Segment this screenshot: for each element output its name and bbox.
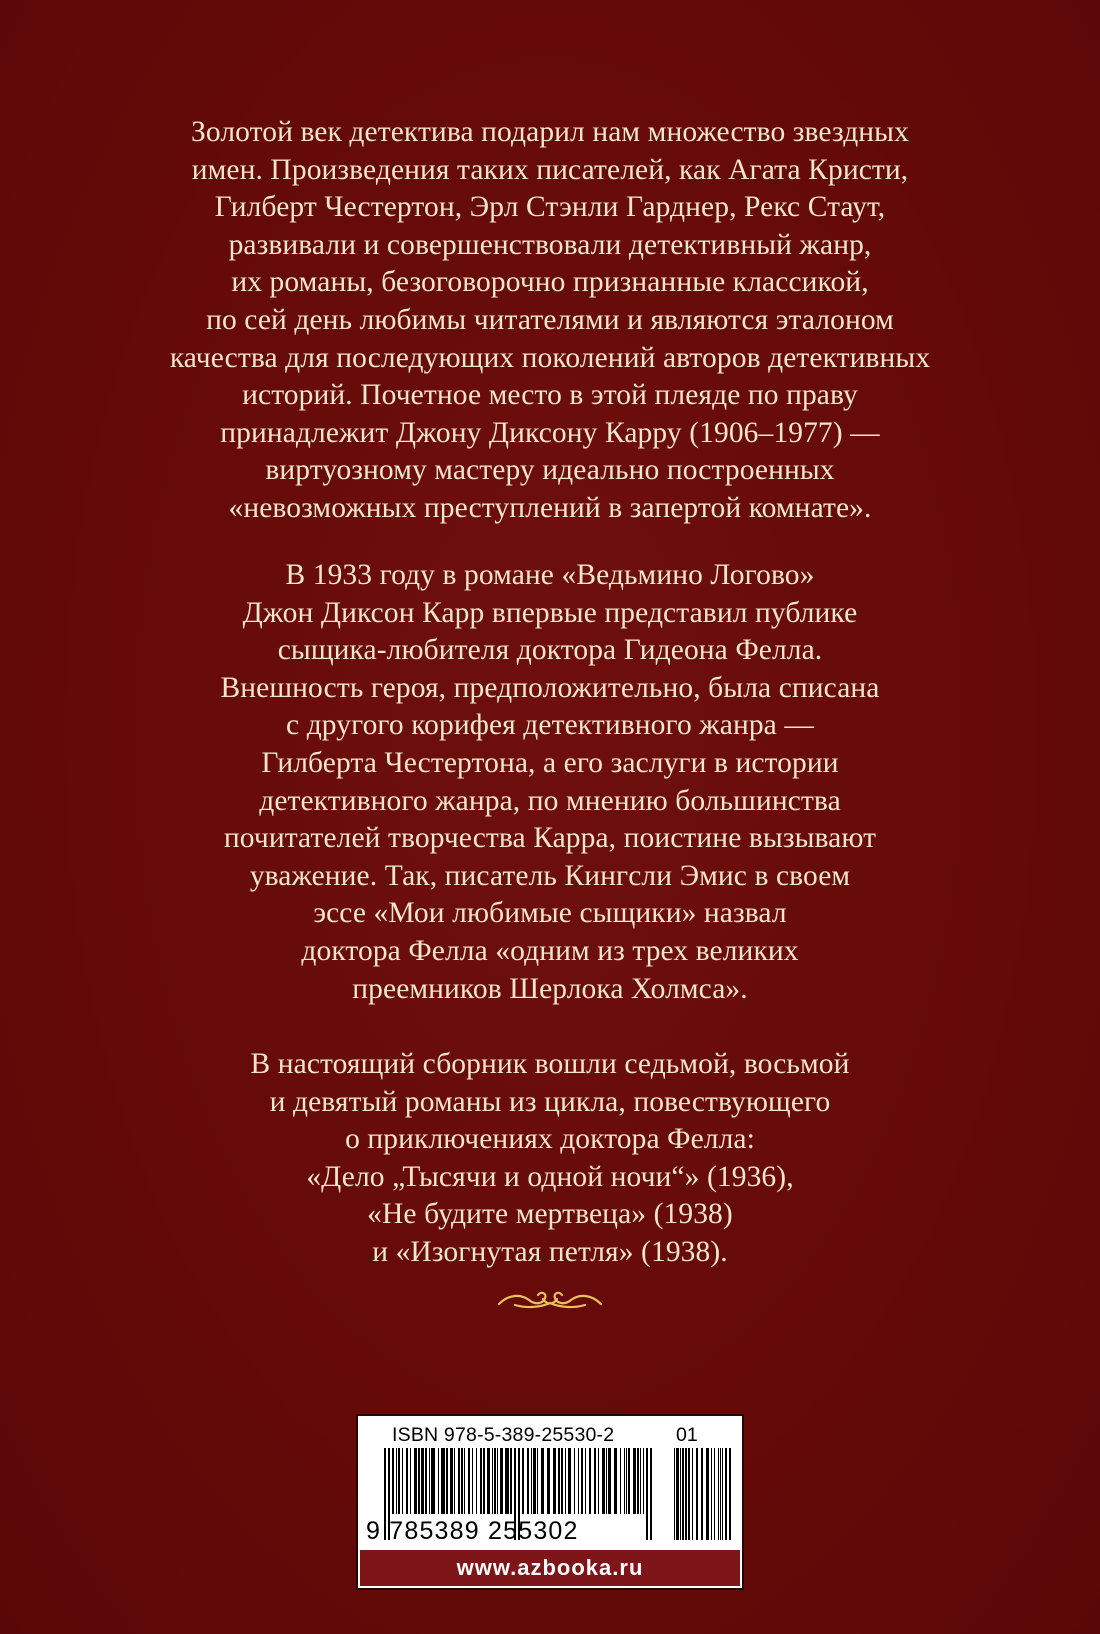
text-line: с другого корифея детективного жанра — bbox=[286, 709, 814, 742]
barcode-bar bbox=[676, 1448, 679, 1540]
barcode-bar bbox=[598, 1448, 599, 1514]
barcode-bar bbox=[594, 1448, 596, 1514]
barcode-bar bbox=[429, 1448, 430, 1514]
barcode-bar bbox=[541, 1448, 544, 1514]
barcode-bar bbox=[680, 1448, 681, 1540]
text-line: качества для последующих поколений авторов детективных bbox=[169, 341, 931, 374]
barcode-bar bbox=[537, 1448, 538, 1514]
barcode-bar bbox=[468, 1448, 470, 1514]
text-line: сыщика-любителя доктора Гидеона Фелла. bbox=[277, 634, 823, 667]
text-line: почитателей творчества Карра, поистине вызывают bbox=[223, 822, 877, 855]
isbn-label: ISBN 978-5-389-25530-2 bbox=[392, 1424, 615, 1446]
barcode-bar bbox=[418, 1448, 420, 1514]
ean-digits: 9 785389 255302 bbox=[366, 1517, 579, 1545]
barcode-bar bbox=[402, 1448, 403, 1514]
barcode-bar bbox=[561, 1448, 563, 1514]
text-line: Джон Диксон Карр впервые представил публике bbox=[242, 596, 858, 629]
text-line: и девятый романы из цикла, повествующего bbox=[269, 1085, 831, 1118]
barcode-bar bbox=[533, 1448, 536, 1514]
barcode-bar bbox=[682, 1448, 684, 1540]
barcode-bar bbox=[628, 1448, 630, 1514]
barcode-bar bbox=[637, 1448, 639, 1514]
text-line: уважение. Так, писатель Кингсли Эмис в своем bbox=[249, 859, 851, 892]
barcode-bar bbox=[565, 1448, 566, 1514]
text-line: «невозможных преступлений в запертой комнате». bbox=[228, 491, 872, 524]
barcode-bar bbox=[614, 1448, 617, 1514]
text-line: «Не будите мертвеца» (1938) bbox=[367, 1198, 733, 1231]
barcode-bar bbox=[450, 1448, 453, 1514]
annotation-paragraph-3 bbox=[90, 1046, 1010, 1272]
text-line: эссе «Мои любимые сыщики» назвал bbox=[313, 897, 787, 930]
text-line: по сей день любимы читателями и являются эталоном bbox=[206, 303, 894, 336]
barcode-bar bbox=[425, 1448, 427, 1514]
barcode-bar bbox=[464, 1448, 465, 1514]
text-line: виртуозному мастеру идеально построенных bbox=[265, 454, 835, 487]
barcode-bar bbox=[688, 1448, 690, 1540]
barcode-bar bbox=[674, 1448, 675, 1540]
barcode-bar bbox=[487, 1448, 490, 1514]
text-line: принадлежит Джону Диксону Карру (1906–1977) — bbox=[220, 416, 880, 449]
barcode-bar bbox=[725, 1448, 727, 1540]
barcode-bar bbox=[568, 1448, 571, 1514]
barcode-bar bbox=[581, 1448, 583, 1514]
text-line: имен. Произведения таких писателей, как Агата Кристи, bbox=[191, 153, 909, 186]
barcode-bar bbox=[480, 1448, 482, 1514]
barcode-bar bbox=[472, 1448, 473, 1514]
text-line: их романы, безоговорочно признанные классикой, bbox=[231, 266, 869, 299]
text-line: «Дело „Тысячи и одной ночи“» (1936), bbox=[306, 1160, 794, 1193]
barcode-bar bbox=[458, 1448, 460, 1514]
barcode-bar bbox=[414, 1448, 417, 1514]
barcode-bar bbox=[531, 1448, 532, 1514]
barcode-bar bbox=[620, 1448, 621, 1514]
text-line: Гилберт Честертон, Эрл Стэнли Гарднер, Рекс Стаут, bbox=[214, 191, 886, 224]
barcode-bar bbox=[406, 1448, 408, 1514]
text-line: Золотой век детектива подарил нам множество звездных bbox=[191, 116, 909, 148]
publisher-url: www.azbooka.ru bbox=[360, 1550, 740, 1586]
flourish-ornament-icon bbox=[495, 1286, 605, 1312]
text-line: преемников Шерлока Холмса». bbox=[352, 972, 748, 1005]
barcode-bar bbox=[718, 1448, 719, 1540]
text-line: детективного жанра, по мнению большинства bbox=[259, 784, 841, 817]
barcode-bar bbox=[685, 1448, 687, 1540]
text-line: В настоящий сборник вошли седьмой, восьмой bbox=[250, 1048, 850, 1080]
barcode-bar bbox=[640, 1448, 641, 1514]
barcode-bar bbox=[706, 1448, 709, 1540]
barcode-bar bbox=[461, 1448, 463, 1514]
text-line: историй. Почетное место в этой плеяде по праву bbox=[242, 379, 858, 412]
barcode-bar bbox=[578, 1448, 579, 1514]
barcode-bar bbox=[492, 1448, 493, 1514]
barcode-bar bbox=[558, 1448, 560, 1514]
barcode-bar bbox=[585, 1448, 586, 1514]
barcode-bar bbox=[602, 1448, 605, 1514]
barcode-bar bbox=[608, 1448, 611, 1514]
barcode-bar bbox=[476, 1448, 477, 1514]
barcode-bar bbox=[522, 1448, 524, 1514]
barcode-bar bbox=[527, 1448, 529, 1514]
text-line: В 1933 году в романе «Ведьмино Логово» bbox=[285, 559, 815, 591]
barcode-bar bbox=[633, 1448, 636, 1514]
barcode-bar bbox=[438, 1448, 439, 1514]
barcode-bar bbox=[421, 1448, 424, 1514]
text-line: и «Изогнутая петля» (1938). bbox=[372, 1235, 728, 1268]
barcode-bar bbox=[446, 1448, 448, 1514]
barcode-bar bbox=[396, 1448, 397, 1514]
barcode-bar bbox=[500, 1448, 503, 1514]
barcode-bar bbox=[574, 1448, 575, 1514]
barcode-bar bbox=[510, 1448, 512, 1514]
barcode-bar bbox=[696, 1448, 698, 1540]
barcode-bar bbox=[692, 1448, 693, 1540]
barcode-bar bbox=[701, 1448, 703, 1540]
barcode-bar bbox=[711, 1448, 712, 1540]
barcode-bar bbox=[722, 1448, 723, 1540]
barcode-bar bbox=[624, 1448, 625, 1514]
barcode-bar bbox=[431, 1448, 435, 1514]
barcode-bar bbox=[606, 1448, 607, 1514]
annotation-paragraph-1 bbox=[90, 114, 1010, 528]
barcode-bar bbox=[626, 1448, 627, 1514]
barcode-bar bbox=[497, 1448, 498, 1514]
text-line: Внешность героя, предположительно, была списана bbox=[220, 671, 880, 704]
barcode-bar bbox=[410, 1448, 411, 1514]
barcode-bar bbox=[454, 1448, 455, 1514]
text-line: развивали и совершенствовали детективный жанр, bbox=[228, 228, 872, 261]
barcode-bar bbox=[441, 1448, 445, 1514]
text-line: о приключениях доктора Фелла: bbox=[345, 1123, 755, 1156]
text-line: Гилберта Честертона, а его заслуги в истории bbox=[261, 746, 839, 779]
barcode-bar bbox=[398, 1448, 400, 1514]
barcode-bar bbox=[392, 1448, 394, 1514]
text-line: доктора Фелла «одним из трех великих bbox=[301, 934, 799, 967]
barcode-bar bbox=[729, 1448, 731, 1540]
annotation-paragraph-2 bbox=[90, 557, 1010, 1008]
barcode-addon: 01 bbox=[676, 1424, 698, 1446]
barcode-bar bbox=[547, 1448, 550, 1514]
barcode-bar bbox=[553, 1448, 556, 1514]
barcode-bar bbox=[494, 1448, 496, 1514]
barcode-bar bbox=[720, 1448, 721, 1540]
barcode-bar bbox=[589, 1448, 591, 1514]
barcode-bar bbox=[643, 1448, 644, 1514]
barcode-bar bbox=[483, 1448, 485, 1514]
barcode-bar bbox=[714, 1448, 715, 1540]
barcode-bar bbox=[505, 1448, 509, 1514]
